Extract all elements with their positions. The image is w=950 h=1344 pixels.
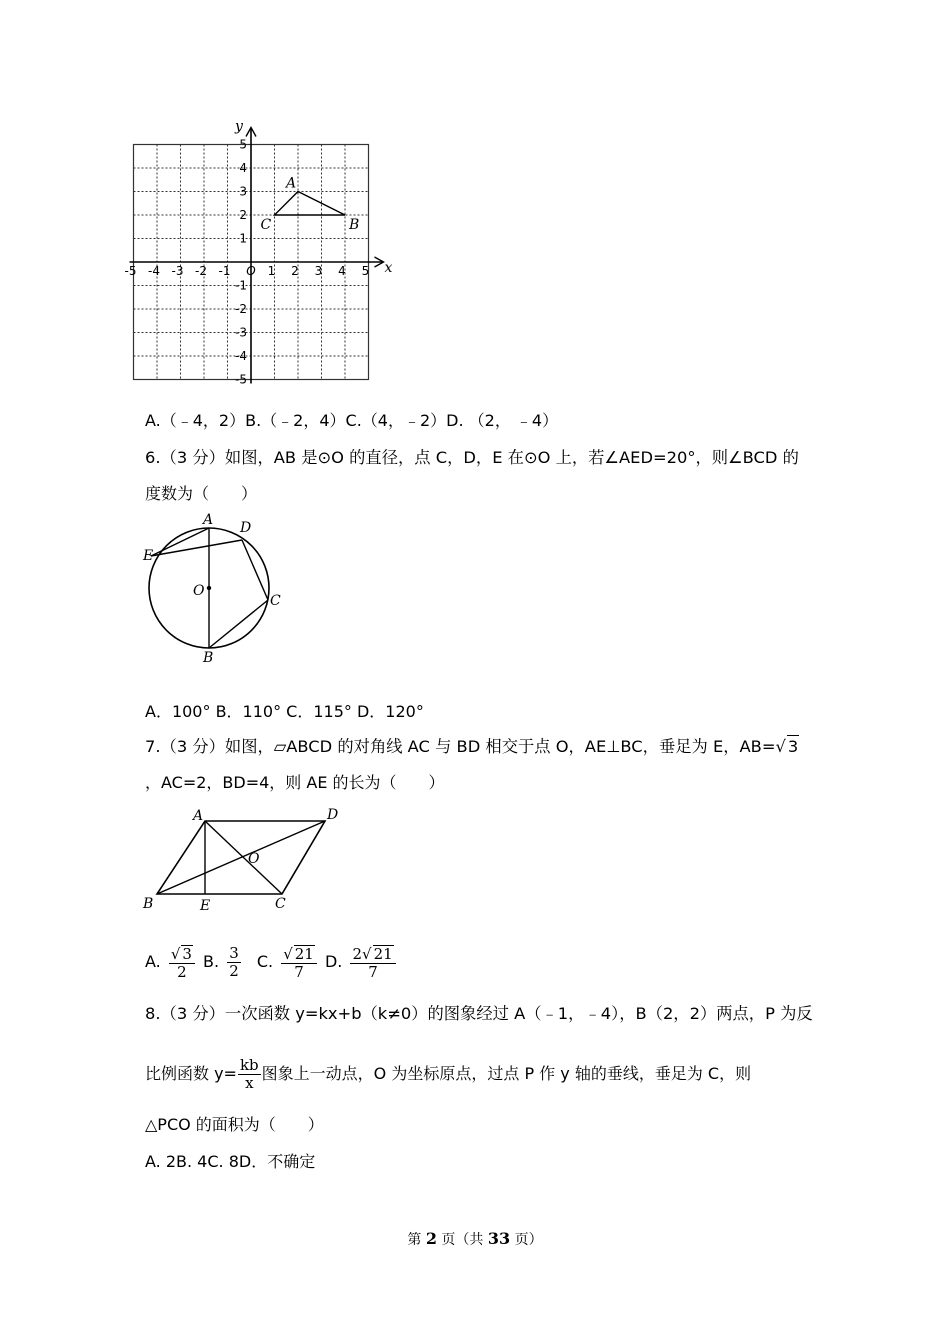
- q6-stem-line2: 度数为（ ）: [145, 484, 258, 503]
- label-e: E: [143, 548, 154, 564]
- circle-figure: [140, 508, 290, 668]
- point-label-c: C: [260, 217, 272, 233]
- page-number: 2: [425, 1229, 437, 1248]
- x-tick-label: -4: [148, 264, 160, 278]
- point-label-a: A: [286, 175, 297, 192]
- q7-option-b-fraction: $\frac{3}{2}$: [229, 944, 239, 980]
- q7-option-a-fraction: $\frac{√ 3}{2}$: [169, 945, 195, 981]
- x-axis-letter: x: [384, 260, 393, 276]
- q8-fraction: $\frac{kb}{x}$: [239, 1056, 259, 1092]
- x-tick-label: -2: [195, 264, 207, 278]
- page-footer: 第 2 页（共 33 页）: [407, 1229, 543, 1248]
- x-tick-label: -1: [218, 264, 231, 278]
- point-label-b: B: [349, 217, 360, 233]
- q7-option-c-label: C.: [256, 952, 274, 971]
- y-axis-letter: y: [235, 118, 243, 135]
- q7-stem-text: 7.（3 分）如图，▱ABCD 的对角线 AC 与 BD 相交于点 O，AE⊥BC，垂足为 E，AB=: [145, 737, 776, 756]
- q7-option-d-label: D.: [324, 952, 343, 971]
- q8-stem-line3: △PCO 的面积为（ ）: [145, 1115, 324, 1134]
- x-tick-label: 2: [291, 264, 299, 278]
- y-tick-label: -3: [235, 325, 247, 340]
- y-tick-label: 2: [239, 208, 247, 222]
- q8-stem-post: 图象上一动点，O 为坐标原点，过点 P 作 y 轴的垂线，垂足为 C，则: [261, 1064, 752, 1083]
- label-d: D: [240, 520, 252, 536]
- x-tick-label: 5: [361, 264, 370, 278]
- label-c: C: [270, 593, 281, 609]
- x-tick-label: O: [246, 264, 256, 278]
- y-tick-label: 5: [239, 137, 247, 152]
- y-tick-label: -5: [235, 372, 247, 387]
- label-e: E: [200, 898, 211, 914]
- segment-ea: [151, 528, 209, 556]
- x-tick-label: 3: [314, 264, 323, 278]
- q7-stem-line1: 7.（3 分）如图，▱ABCD 的对角线 AC 与 BD 相交于点 O，AE⊥BC，垂足为 E，AB=√ 3: [145, 737, 799, 756]
- x-tick-label: -3: [171, 264, 184, 278]
- y-tick-label: -4: [235, 349, 247, 363]
- label-b: B: [143, 896, 154, 912]
- q8-stem-pre: 比例函数 y=: [145, 1064, 237, 1083]
- triangle-shape: [275, 192, 346, 216]
- x-tick-label: 1: [267, 264, 276, 278]
- triangle-abc: [261, 176, 360, 234]
- total-pages: 33: [487, 1229, 511, 1248]
- y-tick-label: 4: [239, 161, 247, 175]
- q7-option-c-fraction: $\frac{√ 21}{7}$: [281, 945, 317, 981]
- q8-options: A. 2B. 4C. 8D．不确定: [145, 1152, 316, 1171]
- x-tick-label: -5: [124, 264, 137, 278]
- coordinate-graph: [124, 118, 410, 387]
- label-a: A: [193, 808, 204, 824]
- y-tick-label: -2: [235, 302, 247, 316]
- q6-stem-line1: 6.（3 分）如图，AB 是⊙O 的直径，点 C，D，E 在⊙O 上，若∠AED=20°，则∠BCD 的: [145, 448, 799, 467]
- q7-option-d-fraction: $\frac{2√ 21}{7}$: [350, 945, 395, 981]
- q7-sqrt-ab: 3: [787, 737, 799, 756]
- label-b: B: [203, 650, 214, 666]
- parallelogram-figure: [140, 802, 350, 914]
- q8-stem-line1: 8.（3 分）一次函数 y=kx+b（k≠0）的图象经过 A（﹣1，﹣4），B（2，2）两点，P 为反: [145, 1004, 813, 1023]
- center-dot: [207, 586, 211, 590]
- q7-option-a-label: A.: [145, 952, 161, 971]
- y-tick-label: -1: [235, 278, 247, 293]
- label-o: O: [193, 583, 205, 599]
- x-tick-label: 4: [338, 264, 346, 278]
- label-o: O: [248, 851, 260, 867]
- y-tick-label: 1: [239, 231, 247, 246]
- diagonal-ac: [205, 821, 282, 894]
- tick-labels: [125, 119, 393, 387]
- q5-options: A.（﹣4，2）B.（﹣2，4）C.（4，﹣2）D. （2， ﹣4）: [145, 411, 559, 430]
- q6-options: A．100° B．110° C．115° D．120°: [145, 702, 424, 721]
- diagonal-bd: [157, 821, 325, 894]
- q8-stem-line2: [145, 1054, 751, 1094]
- label-d: D: [327, 807, 339, 823]
- label-c: C: [275, 896, 286, 912]
- label-a: A: [203, 512, 214, 528]
- y-tick-label: 3: [239, 184, 247, 199]
- q7-stem-line2: ，AC=2，BD=4，则 AE 的长为（ ）: [145, 773, 445, 792]
- q7-options: [145, 942, 399, 982]
- q7-option-b-label: B.: [203, 952, 220, 971]
